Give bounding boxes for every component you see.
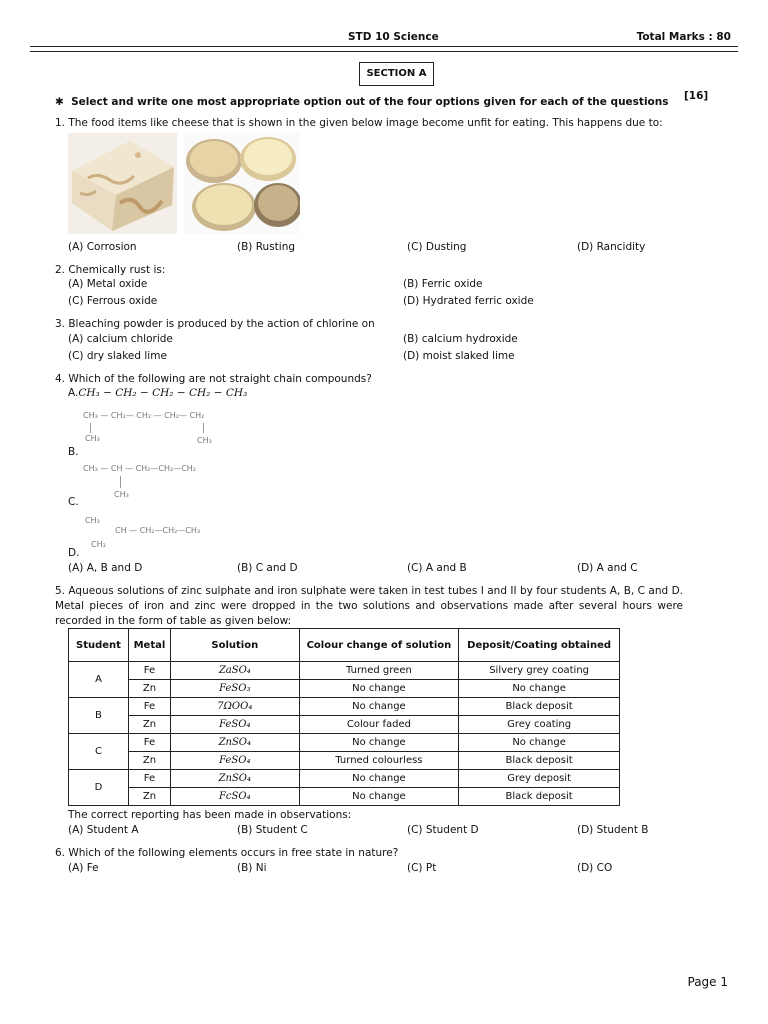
bond-line <box>203 423 204 433</box>
q3-option-d[interactable]: (D) moist slaked lime <box>403 350 515 362</box>
table-header: Colour change of solution <box>299 629 459 662</box>
colour-cell: Colour faded <box>299 716 459 734</box>
cheese-rounds-image <box>184 133 300 234</box>
q1-option-b[interactable]: (B) Rusting <box>237 241 296 253</box>
q4-label-c: C. <box>68 496 79 508</box>
metal-cell: Zn <box>128 788 170 806</box>
table-row <box>69 788 620 806</box>
q5-followup: The correct reporting has been made in observations: <box>68 809 352 821</box>
section-marks: [16] <box>684 90 709 102</box>
q3-option-b[interactable]: (B) calcium hydroxide <box>403 333 518 345</box>
student-cell: C <box>69 734 129 770</box>
bond-line <box>90 423 91 433</box>
deposit-cell: Grey coating <box>459 716 620 734</box>
table-header: Solution <box>170 629 299 662</box>
q6-option-a[interactable]: (A) Fe <box>68 862 99 874</box>
total-marks: Total Marks : 80 <box>636 31 731 43</box>
metal-cell: Fe <box>128 734 170 752</box>
question-6: 6. Which of the following elements occurs in free state in nature? <box>55 847 399 859</box>
section-instruction: ✱ Select and write one most appropriate option out of the four options given for each of the questions <box>55 96 669 108</box>
structure-b-sub1: CH₃ <box>85 434 100 443</box>
asterisk-icon: ✱ <box>55 96 64 108</box>
structure-c-main: CH₃ — CH — CH₂—CH₂—CH₂ <box>83 464 197 473</box>
q6-option-d[interactable]: (D) CO <box>577 862 613 874</box>
table-header: Student <box>69 629 129 662</box>
deposit-cell: Black deposit <box>459 788 620 806</box>
metal-cell: Fe <box>128 662 170 680</box>
q4-label-d: D. <box>68 547 80 559</box>
student-cell: A <box>69 662 129 698</box>
q4-option-a[interactable]: (A) A, B and D <box>68 562 143 574</box>
document-title: STD 10 Science <box>348 31 439 43</box>
solution-cell: ZaSO₄ <box>170 662 299 680</box>
colour-cell: No change <box>299 680 459 698</box>
q3-option-a[interactable]: (A) calcium chloride <box>68 333 173 345</box>
q2-option-a[interactable]: (A) Metal oxide <box>68 278 148 290</box>
header-rule-2 <box>30 51 738 52</box>
q5-option-b[interactable]: (B) Student C <box>237 824 308 836</box>
metal-cell: Zn <box>128 752 170 770</box>
table-header: Deposit/Coating obtained <box>459 629 620 662</box>
table-row <box>69 716 620 734</box>
page-number: Page 1 <box>687 975 728 989</box>
solution-cell: FeSO₃ <box>170 680 299 698</box>
deposit-cell: No change <box>459 734 620 752</box>
table-row <box>69 734 620 752</box>
q1-option-c[interactable]: (C) Dusting <box>407 241 467 253</box>
colour-cell: No change <box>299 734 459 752</box>
q6-option-c[interactable]: (C) Pt <box>407 862 437 874</box>
structure-d-top: CH₃ <box>85 516 100 525</box>
solution-cell: ZnSO₄ <box>170 734 299 752</box>
colour-cell: Turned colourless <box>299 752 459 770</box>
q2-option-b[interactable]: (B) Ferric oxide <box>403 278 483 290</box>
table-row <box>69 680 620 698</box>
q1-option-a[interactable]: (A) Corrosion <box>68 241 137 253</box>
deposit-cell: No change <box>459 680 620 698</box>
q3-option-c[interactable]: (C) dry slaked lime <box>68 350 167 362</box>
question-5: 5. Aqueous solutions of zinc sulphate and iron sulphate were taken in test tubes I and II by four students A, B, C and D. Metal pieces of iron and zinc were dropped in the two solutions and observations made after several hours were recorded in the form of table as given below: <box>55 585 683 627</box>
q5-option-c[interactable]: (C) Student D <box>407 824 479 836</box>
table-row <box>69 752 620 770</box>
colour-cell: No change <box>299 788 459 806</box>
structure-d-main: CH — CH₂—CH₂—CH₃ <box>115 526 201 535</box>
question-3: 3. Bleaching powder is produced by the action of chlorine on <box>55 318 375 330</box>
q4-label-b: B. <box>68 446 79 458</box>
cheese-block-image <box>68 133 177 234</box>
solution-cell: FcSO₄ <box>170 788 299 806</box>
student-cell: D <box>69 770 129 806</box>
structure-b-sub2: CH₃ <box>197 436 212 445</box>
q4-option-c[interactable]: (C) A and B <box>407 562 467 574</box>
solution-cell: FeSO₄ <box>170 752 299 770</box>
colour-cell: Turned green <box>299 662 459 680</box>
deposit-cell: Grey deposit <box>459 770 620 788</box>
solution-cell: ZnSO₄ <box>170 770 299 788</box>
q2-option-c[interactable]: (C) Ferrous oxide <box>68 295 158 307</box>
metal-cell: Zn <box>128 716 170 734</box>
metal-cell: Zn <box>128 680 170 698</box>
q4-option-b[interactable]: (B) C and D <box>237 562 298 574</box>
question-4: 4. Which of the following are not straight chain compounds? <box>55 373 372 385</box>
metal-cell: Fe <box>128 698 170 716</box>
solution-cell: 7ΩOO₄ <box>170 698 299 716</box>
q6-option-b[interactable]: (B) Ni <box>237 862 267 874</box>
observation-table-wrap <box>68 628 620 806</box>
q2-option-d[interactable]: (D) Hydrated ferric oxide <box>403 295 534 307</box>
deposit-cell: Black deposit <box>459 698 620 716</box>
q4-item-a: A.CH₃ − CH₂ − CH₂ − CH₂ − CH₃ <box>68 387 248 399</box>
observation-table <box>68 628 620 806</box>
q5-option-d[interactable]: (D) Student B <box>577 824 649 836</box>
formula-a: CH₃ − CH₂ − CH₂ − CH₂ − CH₃ <box>78 387 248 399</box>
deposit-cell: Silvery grey coating <box>459 662 620 680</box>
structure-d-bottom: CH₃ <box>91 540 106 549</box>
solution-cell: FeSO₄ <box>170 716 299 734</box>
deposit-cell: Black deposit <box>459 752 620 770</box>
table-row <box>69 662 620 680</box>
question-2: 2. Chemically rust is: <box>55 264 166 276</box>
table-header: Metal <box>128 629 170 662</box>
q4-option-d[interactable]: (D) A and C <box>577 562 638 574</box>
bond-line <box>120 476 121 488</box>
q1-option-d[interactable]: (D) Rancidity <box>577 241 646 253</box>
section-heading: SECTION A <box>359 62 434 86</box>
colour-cell: No change <box>299 698 459 716</box>
structure-b-main: CH₃ — CH₂— CH₂ — CH₂— CH₂ <box>83 411 205 420</box>
metal-cell: Fe <box>128 770 170 788</box>
structure-c-sub: CH₃ <box>114 490 129 499</box>
colour-cell: No change <box>299 770 459 788</box>
student-cell: B <box>69 698 129 734</box>
question-1: 1. The food items like cheese that is shown in the given below image become unfit for eating. This happens due to: <box>55 117 663 129</box>
table-row <box>69 770 620 788</box>
q5-option-a[interactable]: (A) Student A <box>68 824 139 836</box>
table-row <box>69 698 620 716</box>
header-rule <box>30 46 738 47</box>
